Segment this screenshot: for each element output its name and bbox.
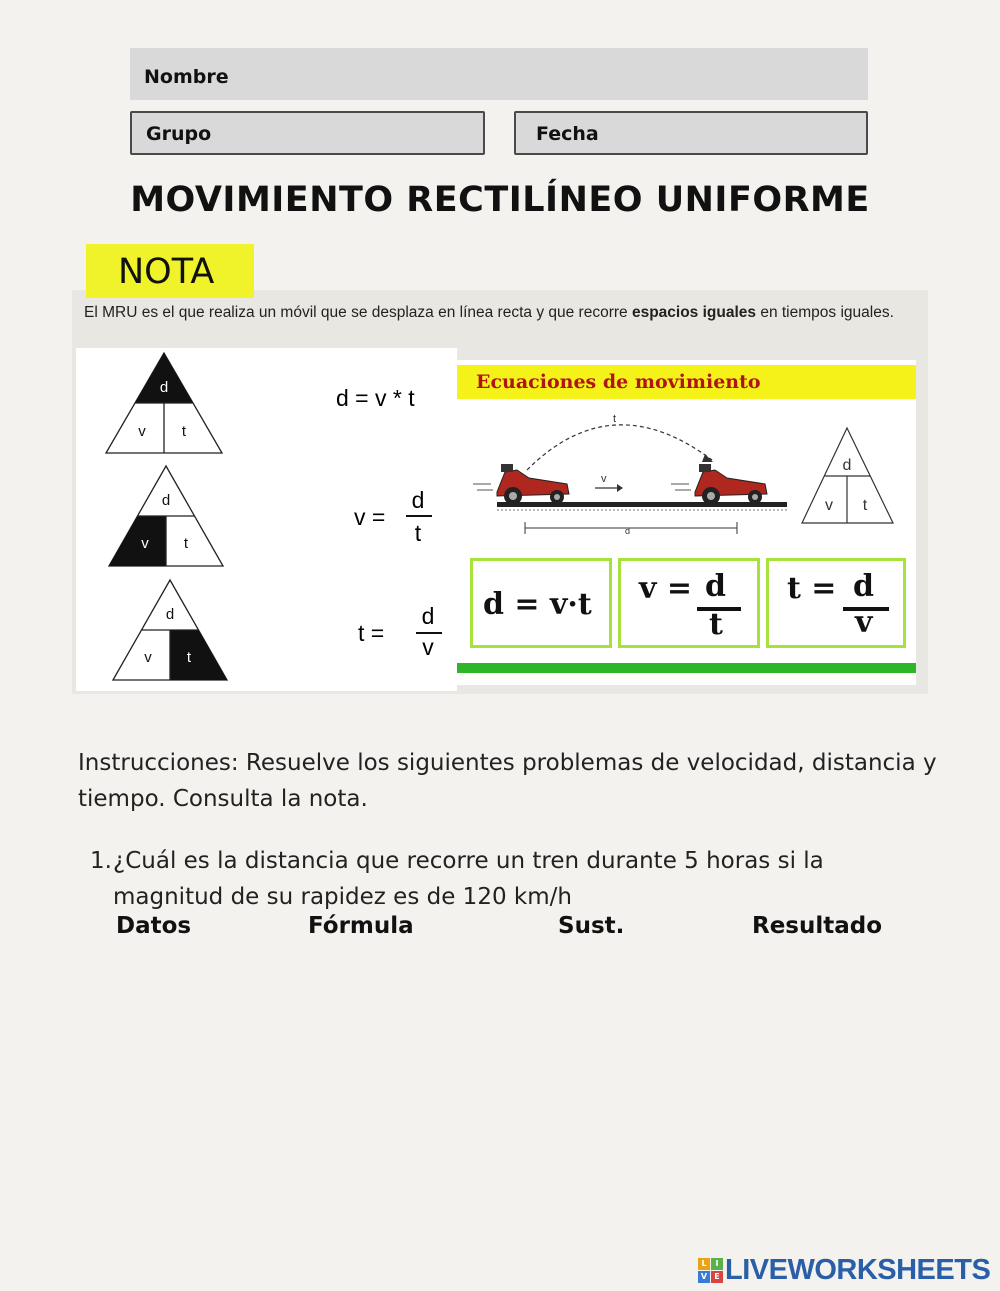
- question-text: ¿Cuál es la distancia que recorre un tren durante 5 horas si la magnitud de su rapidez es de 120 km/h: [113, 848, 824, 910]
- formula-distance: d = v * t: [336, 385, 415, 411]
- tri1-right: t: [181, 423, 187, 440]
- diagram-d-label: d: [625, 526, 631, 536]
- svg-text:t: t: [862, 497, 868, 514]
- liveworksheets-logo[interactable]: [698, 1254, 990, 1286]
- green-divider: [457, 663, 916, 673]
- nota-label: NOTA: [86, 244, 254, 298]
- svg-text:d: d: [411, 487, 425, 513]
- name-field[interactable]: [130, 48, 868, 100]
- tri1-top: d: [159, 379, 169, 396]
- svg-text:v: v: [825, 497, 833, 514]
- group-label: Grupo: [146, 123, 212, 145]
- formula-time: [358, 603, 442, 660]
- race-car-1-icon: [473, 464, 569, 505]
- logo-text: LIVEWORKSHEETS: [725, 1253, 991, 1286]
- svg-text:d: d: [421, 603, 435, 629]
- svg-text:v: v: [422, 634, 434, 660]
- formula-box-velocity: v = d t: [618, 558, 760, 648]
- tri2-left: v: [141, 535, 149, 552]
- diagram-t-label: t: [613, 413, 617, 425]
- tri1-left: v: [138, 423, 146, 440]
- tri3-top: d: [165, 606, 175, 623]
- group-field[interactable]: [130, 111, 485, 155]
- diagram-v-label: v: [601, 473, 607, 485]
- triangle-t: [113, 580, 227, 680]
- column-resultado: Resultado: [752, 913, 883, 939]
- column-formula: Fórmula: [308, 913, 414, 939]
- formula-box-distance: d = v·t: [470, 558, 612, 648]
- triangle-v: [109, 466, 223, 566]
- tri3-right: t: [186, 649, 192, 666]
- date-label: Fecha: [536, 123, 599, 145]
- triangle-d: [106, 353, 222, 453]
- svg-text:d: d: [842, 457, 852, 474]
- liveworksheets-mark-icon: L I V E: [698, 1258, 723, 1283]
- svg-text:t: t: [414, 520, 422, 546]
- equations-title: Ecuaciones de movimiento: [476, 371, 761, 393]
- question-number: 1.: [90, 848, 112, 874]
- motion-diagram: [457, 400, 916, 545]
- svg-text:t =: t =: [358, 620, 385, 646]
- date-field[interactable]: [514, 111, 868, 155]
- instructions: Instrucciones: Resuelve los siguientes problemas de velocidad, distancia y tiempo. Consulta la nota.: [78, 750, 937, 812]
- name-label: Nombre: [144, 66, 229, 88]
- tri2-top: d: [161, 492, 171, 509]
- race-car-2-icon: [671, 464, 767, 505]
- column-datos: Datos: [116, 913, 192, 939]
- column-sust: Sust.: [558, 913, 625, 939]
- mru-definition: El MRU es el que realiza un móvil que se desplaza en línea recta y que recorre espacios iguales en tiempos iguales.: [84, 304, 894, 321]
- tri2-right: t: [183, 535, 189, 552]
- svg-text:v =: v =: [354, 504, 386, 530]
- formula-box-time: t = d v: [766, 558, 906, 648]
- triangle-diagrams: [76, 348, 457, 691]
- page-title: MOVIMIENTO RECTILÍNEO UNIFORME: [130, 180, 870, 220]
- formula-velocity: [354, 487, 432, 546]
- small-triangle: [802, 428, 893, 523]
- tri3-left: v: [144, 649, 152, 666]
